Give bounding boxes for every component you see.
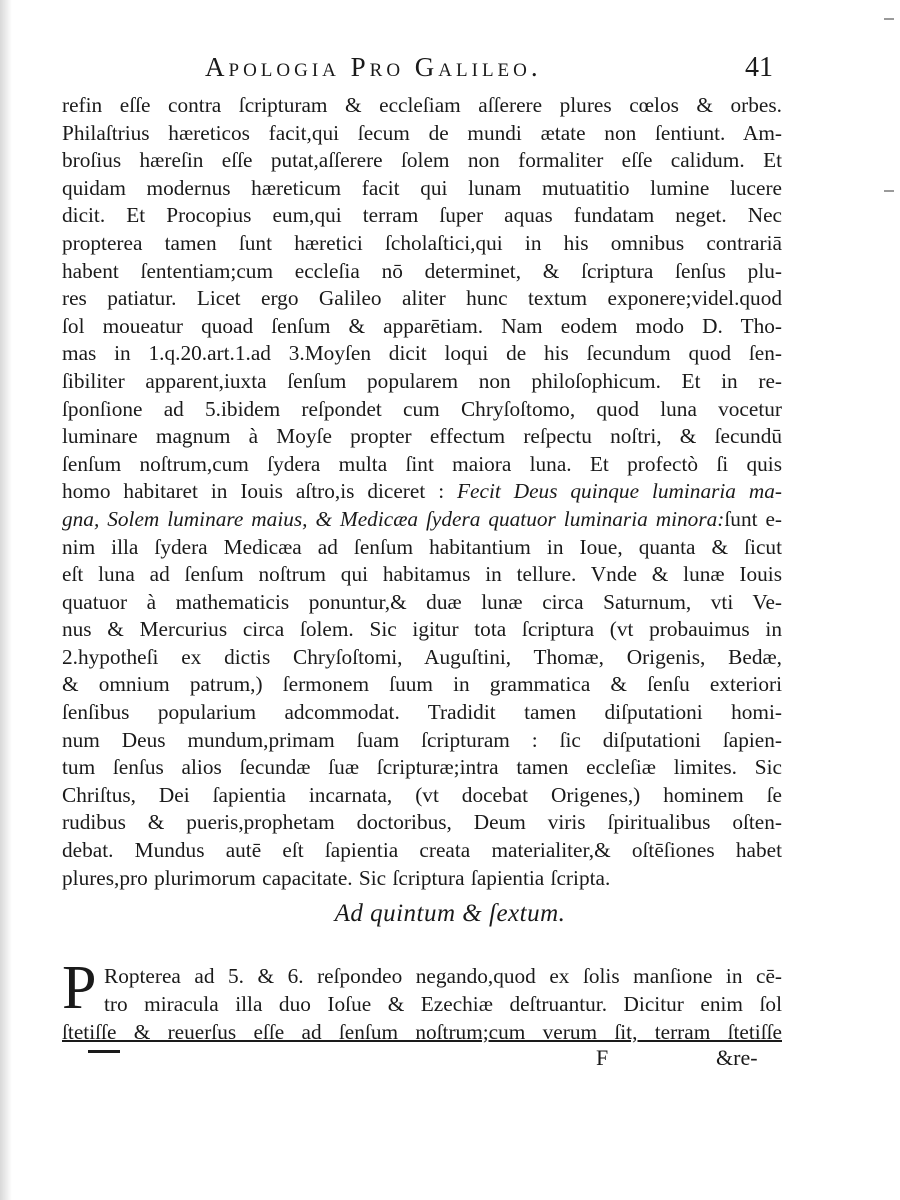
text-line: nim illa ſydera Medicæa ad ſenſum habitantium in Ioue, quanta & ſicut: [62, 534, 782, 559]
text-line: ſol moueatur quoad ſenſum & apparētiam. Nam eodem modo D. Tho-: [62, 313, 782, 338]
page-number: 41: [745, 52, 773, 83]
text-line: habent ſententiam;cum eccleſia nō determinet, & ſcriptura ſenſus plu-: [62, 258, 782, 283]
ink-underline-mark: [88, 1050, 120, 1053]
text-line: nus & Mercurius circa ſolem. Sic igitur tota ſcriptura (vt probauimus in: [62, 617, 782, 642]
text-line: mas in 1.q.20.art.1.ad 3.Moyſen dicit loqui de his ſecundum quod ſen-: [62, 341, 782, 366]
text-line-underlined: ſtetiſſe & reuerſus eſſe ad ſenſum noſtrum;cum verum ſit, terram ſtetiſſe: [62, 1020, 782, 1044]
text-line: ſenſum noſtrum,cum ſydera multa ſint maiora luna. Et profectò ſi quis: [62, 451, 782, 476]
drop-capital: P: [62, 954, 97, 1022]
italic-quotation: Fecit Deus quinque luminaria ma-: [457, 479, 782, 504]
text-line-mixed: [62, 506, 782, 534]
text-line: tro miracula illa duo Ioſue & Ezechiæ deſtruantur. Dicitur enim ſol: [104, 992, 782, 1016]
text-line: Philaſtrius hæreticos facit,qui ſecum de mundi ætate non ſentiunt. Am-: [62, 120, 782, 145]
text-line: ſibiliter apparent,iuxta ſenſum popularem non philoſophicum. Et in re-: [62, 368, 782, 393]
text-line: quatuor à mathematicis ponuntur,& duæ lunæ circa Saturnum, vti Ve-: [62, 589, 782, 614]
text-line: ſponſione ad 5.ibidem reſpondet cum Chryſoſtomo, quod luna vocetur: [62, 396, 782, 421]
body-paragraph: [62, 92, 782, 892]
text-line: rudibus & pueris,prophetam doctoribus, Deum viris ſpiritualibus oſten-: [62, 810, 782, 835]
text-line: res patiatur. Licet ergo Galileo aliter hunc textum exponere;videl.quod: [62, 286, 782, 311]
text-line: propterea tamen ſunt hæretici ſcholaſtici,qui in his omnibus contrariā: [62, 230, 782, 255]
text-line: plures,pro plurimorum capacitate. Sic ſcriptura ſapientia ſcripta.: [62, 865, 611, 890]
text-line-mixed: [62, 478, 782, 506]
margin-mark: [884, 190, 894, 192]
page-edge-shadow: [0, 0, 12, 1200]
margin-mark: [884, 18, 894, 20]
text-line: refin eſſe contra ſcripturam & eccleſiam aſſerere plures cœlos & orbes.: [62, 93, 782, 117]
text-line: num Deus mundum,primam ſuam ſcripturam : ſic diſputationi ſapien-: [62, 727, 782, 752]
text-line: 2.hypotheſi ex dictis Chryſoſtomi, Auguſtini, Thomæ, Origenis, Bedæ,: [62, 644, 782, 669]
section-heading: Ad quintum & ſextum.: [334, 900, 566, 927]
text-line: debat. Mundus autē eſt ſapientia creata materialiter,& oſtēſiones habet: [62, 838, 782, 863]
text-line: luminare magnum à Moyſe propter effectum reſpectu noſtri, & ſecundū: [62, 424, 782, 449]
text-line: dicit. Et Procopius eum,qui terram ſuper aquas fundatam neget. Nec: [62, 203, 782, 228]
text-segment: homo habitaret in Iouis aſtro,is diceret :: [62, 479, 445, 504]
text-line: tum ſenſus alios ſecundæ ſuæ ſcripturæ;intra tamen eccleſiæ limites. Sic: [62, 755, 782, 780]
signature-mark: F: [596, 1045, 609, 1070]
running-head: [205, 52, 785, 92]
text-line: quidam modernus hæreticum facit qui lunam mutuatitio lumine lucere: [62, 175, 782, 200]
second-paragraph: [62, 962, 782, 1046]
italic-quotation: gna, Solem luminare maius, & Medicæa ſydera quatuor luminaria minora:: [62, 506, 725, 531]
text-line: ſenſibus popularium adcommodat. Tradidit tamen diſputationi homi-: [62, 700, 782, 725]
catchword: &re-: [716, 1045, 758, 1070]
text-line: Chriſtus, Dei ſapientia incarnata, (vt docebat Origenes,) hominem ſe: [62, 782, 782, 807]
text-line: & omnium patrum,) ſermonem ſuum in grammatica & ſenſu exteriori: [62, 672, 782, 697]
running-title: Apologia Pro Galileo.: [205, 52, 542, 82]
text-line: Ropterea ad 5. & 6. reſpondeo negando,quod ex ſolis manſione in cē-: [104, 964, 782, 988]
text-line: eſt luna ad ſenſum noſtrum qui habitamus in tellure. Vnde & lunæ Iouis: [62, 562, 782, 587]
text-segment: ſunt e-: [724, 506, 783, 531]
text-line: broſius hæreſin eſſe putat,aſſerere ſolem non formaliter eſſe calidum. Et: [62, 148, 782, 173]
